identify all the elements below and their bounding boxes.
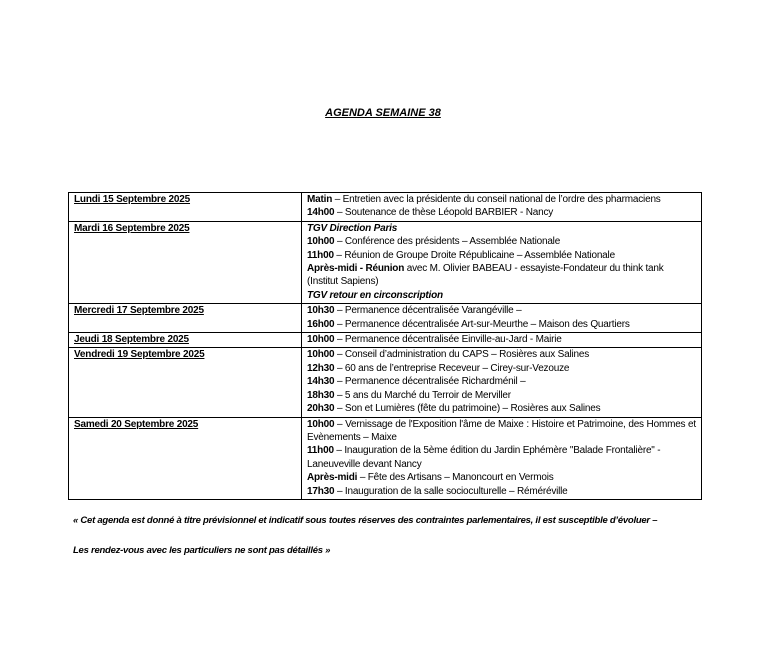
agenda-row (69, 333, 702, 348)
agenda-row (69, 193, 702, 222)
agenda-date: Mercredi 17 Septembre 2025 (74, 305, 204, 317)
agenda-event: 10h00 – Conseil d’administration du CAPS – Rosières aux Salines (307, 349, 590, 361)
agenda-event: 10h00 – Vernissage de l'Exposition l'âme de Maixe : Histoire et Patrimoine, des Hommes et Evènements – Maixe (307, 418, 696, 443)
agenda-date-cell (69, 193, 302, 222)
agenda-row (69, 417, 702, 499)
agenda-event: 10h30 – Permanence décentralisée Varangéville – (307, 305, 522, 317)
agenda-date: Samedi 20 Septembre 2025 (74, 418, 199, 430)
agenda-row (69, 348, 702, 417)
agenda-events-cell (302, 221, 702, 303)
agenda-events-cell (302, 193, 702, 222)
document-title: AGENDA SEMAINE 38 (325, 107, 441, 119)
agenda-event: 17h30 – Inauguration de la salle socioculturelle – Réméréville (307, 485, 568, 497)
agenda-event: 10h00 – Permanence décentralisée Einville-au-Jard - Mairie (307, 334, 562, 346)
agenda-date-cell (69, 417, 302, 499)
agenda-event: 10h00 – Conférence des présidents – Assemblée Nationale (307, 236, 561, 248)
agenda-event: 11h00 – Réunion de Groupe Droite Républicaine – Assemblée Nationale (307, 249, 615, 261)
agenda-row (69, 221, 702, 303)
disclaimer-line-1: « Cet agenda est donné à titre prévisionnel et indicatif sous toutes réserves des contraintes parlementaires, il est susceptible d’évoluer – (73, 515, 658, 526)
agenda-events-cell (302, 348, 702, 417)
agenda-events-cell (302, 304, 702, 333)
agenda-event: 20h30 – Son et Lumières (fête du patrimoine) – Rosières aux Salines (307, 403, 601, 415)
agenda-date: Mardi 16 Septembre 2025 (74, 222, 190, 234)
agenda-event: 14h30 – Permanence décentralisée Richardménil – (307, 376, 526, 388)
agenda-event: 18h30 – 5 ans du Marché du Terroir de Merviller (307, 389, 511, 401)
travel-note: TGV Direction Paris (307, 222, 398, 234)
disclaimer-line-2: Les rendez-vous avec les particuliers ne sont pas détaillés » (73, 545, 331, 556)
agenda-date: Jeudi 18 Septembre 2025 (74, 334, 189, 346)
agenda-event: 12h30 – 60 ans de l’entreprise Receveur – Cirey-sur-Vezouze (307, 362, 570, 374)
agenda-row (69, 304, 702, 333)
agenda-event: Après-midi – Fête des Artisans – Manoncourt en Vermois (307, 472, 554, 484)
agenda-events-cell (302, 333, 702, 348)
agenda-event: Après-midi - Réunion avec M. Olivier BABEAU - essayiste-Fondateur du think tank (Institut Sapiens) (307, 263, 664, 288)
agenda-event: 16h00 – Permanence décentralisée Art-sur-Meurthe – Maison des Quartiers (307, 318, 630, 330)
agenda-table-body (69, 193, 702, 500)
agenda-date-cell (69, 304, 302, 333)
agenda-events-cell (302, 417, 702, 499)
agenda-date: Vendredi 19 Septembre 2025 (74, 349, 205, 361)
agenda-date-cell (69, 348, 302, 417)
agenda-event: 11h00 – Inauguration de la 5ème édition du Jardin Ephémère "Balade Frontalière" - Laneuveville devant Nancy (307, 445, 661, 470)
agenda-event: 14h00 – Soutenance de thèse Léopold BARBIER - Nancy (307, 207, 554, 219)
agenda-date-cell (69, 333, 302, 348)
agenda-table (68, 192, 702, 500)
agenda-date-cell (69, 221, 302, 303)
agenda-date: Lundi 15 Septembre 2025 (74, 194, 191, 205)
agenda-event: Matin – Entretien avec la présidente du conseil national de l’ordre des pharmaciens (307, 194, 661, 205)
travel-note: TGV retour en circonscription (307, 289, 443, 301)
